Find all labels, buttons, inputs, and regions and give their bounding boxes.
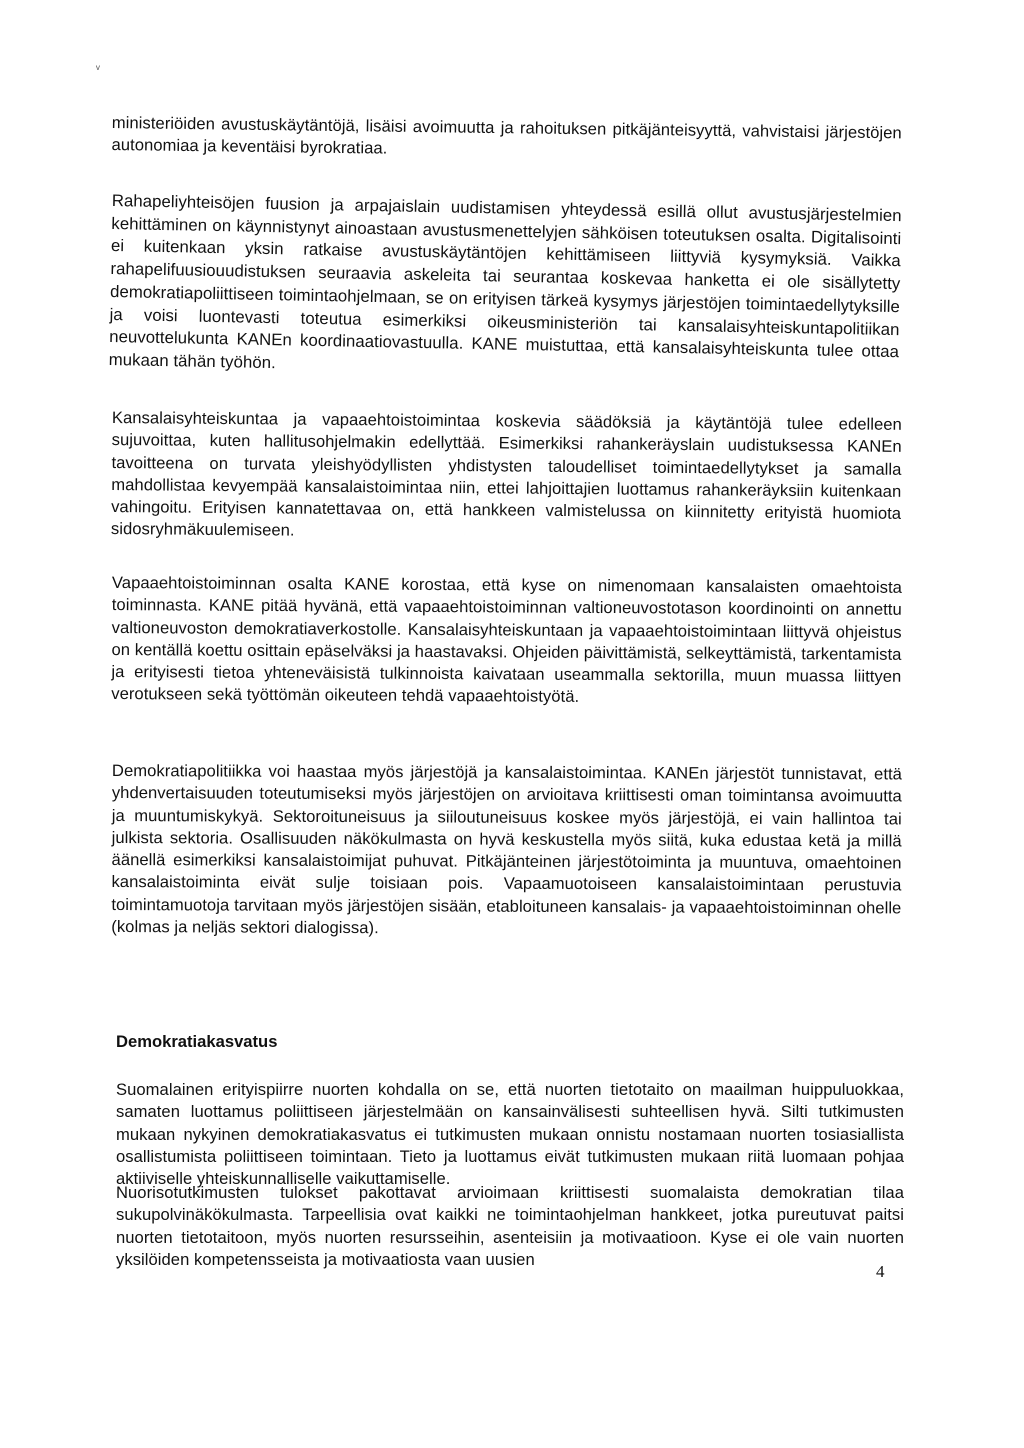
scan-mark: ᵛ — [96, 62, 100, 76]
section-heading: Demokratiakasvatus — [116, 1032, 278, 1051]
paragraph-5: Demokratiapolitiikka voi haastaa myös järjestöjä ja kansalaistoimintaa. KANEn järjestöt tunnistavat, että yhdenvertaisuuden toteutumiseksi myös järjestöjen on arvioitava kriittisesti oman toimintansa avoimuutta ja muuntumiskykyä. Sektoroituneisuus ja siiloutuneisuus koskee myös järjestöjä, ei vain hallintoa tai julkista sektoria. Osallisuuden näkökulmasta on hyvä keskustella myös siitä, kuka edustaa ketä ja millä äänellä esimerkiksi kansalaistoimijat puhuvat. Pitkäjänteinen järjestötoiminta ja muuntuva, omaehtoinen kansalaistoiminta eivät sulje toisiaan pois. Vapaamuotoiseen kansalaistoimintaan perustuvia toimintamuotoja tarvitaan myös järjestöjen sisään, etabloituneen kansalais- ja vapaaehtoistoiminnan ohelle (kolmas ja neljäs sektori dialogissa). — [111, 761, 902, 938]
paragraph-2: Rahapeliyhteisöjen fuusion ja arpajaislain uudistamisen yhteydessä esillä ollut avustusjärjestelmien kehittäminen on käynnistynyt ainoastaan avustusmenettelyjen sähköisen toteutuksen osalta. Digitalisointi ei kuitenkaan yksin ratkaise avustuskäytäntöjen kehittämiseen liittyviä kysymyksiä. Vaikka rahapelifuusiouudistuksen seuraavia askeleita tai seurantaa koskevaa hanketta ei ole sisällytetty demokratiapoliittiseen toimintaohjelmaan, se on erityisen tärkeä kysymys järjestöjen toimintaedellytyksille ja voisi luontevasti toteutua esimerkiksi oikeusministeriön tai kansalaisyhteiskuntapolitiikan neuvottelukunta KANEn koordinaatiovastuulla. KANE muistuttaa, että kansalaisyhteiskunta tulee ottaa mukaan tähän työhön. — [108, 190, 902, 373]
paragraph-6: Suomalainen erityispiirre nuorten kohdalla on se, että nuorten tietotaito on maailman huippuluokkaa, samaten luottamus poliittiseen järjestelmään on kansainvälisesti suhteellisen hyvä. Silti tutkimusten mukaan nykyinen demokratiakasvatus ei tutkimusten mukaan onnistu nostamaan nuorten tosiasiallista osallistumista poliittiseen toimintaan. Tieto ja luottamus eivät tutkimusten mukaan riitä luomaan pohjaa aktiiviselle yhteiskunnalliselle vaikuttamiselle. — [116, 1080, 904, 1189]
paragraph-4: Vapaaehtoistoiminnan osalta KANE korostaa, että kyse on nimenomaan kansalaisten omaehtoista toiminnasta. KANE pitää hyvänä, että vapaaehtoistoiminnan valtioneuvostotason koordinointi on annettu valtioneuvoston demokratiaverkostolle. Kansalaisyhteiskuntaan ja vapaaehtoistoimintaan liittyvä ohjeistus on kentällä koettu osittain epäselväksi ja haastavaksi. Ohjeiden päivittämistä, selkeyttämistä, tarkentamista ja erityisesti tietoa yhteneväisistä tulkinnoista kaivataan useammalla sektorilla, muun muassa liittyen verotukseen sekä työttömän oikeuteen tehdä vapaaehtoistyötä. — [111, 573, 902, 707]
paragraph-3: Kansalaisyhteiskuntaa ja vapaaehtoistoimintaa koskevia säädöksiä ja käytäntöjä tulee edelleen sujuvoittaa, kuten hallitusohjelmakin edellyttää. Esimerkiksi rahankeräyslain uudistuksessa KANEn tavoitteena on turvata yleishyödyllisten yhdistysten taloudelliset toimintaedellytykset ja samalla mahdollistaa kevyempää kansalaistoimintaa niin, ettei lahjoittajien luottamus rahankeräyksiin kuitenkaan vahingoitu. Erityisen kannatettavaa on, että hankkeen valmistelussa on kiinnitetty erityistä huomiota sidosryhmäkuulemiseen. — [110, 407, 902, 541]
paragraph-7: Nuorisotutkimusten tulokset pakottavat arvioimaan kriittisesti suomalaista demokratian tilaa sukupolvinäkökulmasta. Tarpeellisia ovat kaikki ne toimintaohjelman hankkeet, jotka pureutuvat paitsi nuorten tietotaitoon, myös nuorten resursseihin, asenteisiin ja motivaatioon. Kyse ei ole vain nuorten yksilöiden kompetensseista ja motivaatiosta vaan uusien — [116, 1183, 904, 1269]
page-number: 4 — [876, 1262, 885, 1281]
paragraph-1: ministeriöiden avustuskäytäntöjä, lisäisi avoimuutta ja rahoituksen pitkäjänteisyyttä, vahvistaisi järjestöjen autonomiaa ja keventäisi byrokratiaa. — [111, 112, 902, 158]
